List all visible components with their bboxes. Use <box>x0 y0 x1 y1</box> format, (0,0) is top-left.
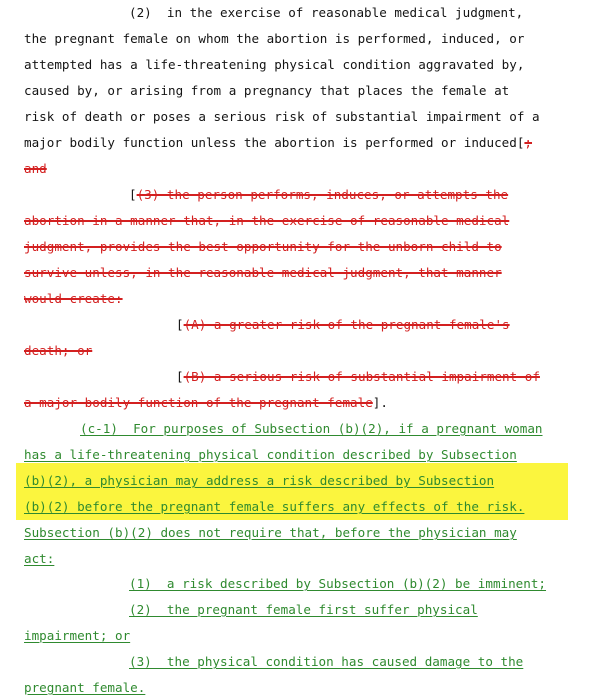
text-line <box>24 343 92 359</box>
inserted-text: (3) the physical condition has caused damage to the <box>129 654 524 669</box>
text-line <box>24 551 54 567</box>
text-run: ]. <box>372 395 388 410</box>
text-line <box>129 187 508 203</box>
text-run: caused by, or arising from a pregnancy that places the female at <box>24 83 510 98</box>
text-line <box>129 602 478 618</box>
inserted-text: (1) a risk described by Subsection (b)(2) be imminent; <box>129 576 547 591</box>
text-run: attempted has a life-threatening physical condition aggravated by, <box>24 57 525 72</box>
text-line <box>24 525 517 541</box>
text-line <box>80 421 543 437</box>
inserted-text: has a life-threatening physical condition described by Subsection <box>24 447 517 462</box>
text-line <box>176 369 540 385</box>
text-run: risk of death or poses a serious risk of substantial impairment of a <box>24 109 540 124</box>
deleted-text: and <box>24 161 47 176</box>
inserted-text: (b)(2), a physician may address a risk described by Subsection <box>24 473 495 488</box>
deleted-text: judgment, provides the best opportunity for the unborn child to <box>24 239 502 254</box>
text-line <box>24 291 123 307</box>
text-line <box>24 161 47 177</box>
text-line <box>24 680 145 696</box>
text-line <box>24 83 509 99</box>
text-line <box>129 654 523 670</box>
text-line <box>24 57 524 73</box>
text-line <box>24 239 502 255</box>
text-run: the pregnant female on whom the abortion is performed, induced, or <box>24 31 525 46</box>
text-line <box>24 395 388 411</box>
text-run: major bodily function unless the abortion is performed or induced[ <box>24 135 525 150</box>
text-line <box>24 31 524 47</box>
text-run: [ <box>176 369 184 384</box>
text-run: (2) in the exercise of reasonable medical judgment, <box>129 5 524 20</box>
text-line <box>129 576 546 592</box>
text-line <box>24 135 532 151</box>
inserted-text: (b)(2) before the pregnant female suffers any effects of the risk. <box>24 499 525 514</box>
inserted-text: (2) the pregnant female first suffer physical <box>129 602 478 617</box>
inserted-text: Subsection (b)(2) does not require that, before the physician may <box>24 525 517 540</box>
deleted-text: survive unless, in the reasonable medical judgment, that manner <box>24 265 502 280</box>
deleted-text: would create: <box>24 291 123 306</box>
text-line <box>129 5 523 21</box>
deleted-text: (B) a serious risk of substantial impairment of <box>183 369 540 384</box>
deleted-text: ; <box>524 135 533 150</box>
text-line <box>24 213 509 229</box>
text-line <box>24 473 494 489</box>
text-line <box>24 499 524 515</box>
text-run: [ <box>129 187 137 202</box>
text-run: [ <box>176 317 184 332</box>
inserted-text: (c-1) For purposes of Subsection (b)(2), if a pregnant woman <box>80 421 543 436</box>
deleted-text: death; or <box>24 343 93 358</box>
inserted-text: act: <box>24 551 55 566</box>
inserted-text: pregnant female. <box>24 680 146 695</box>
text-line <box>24 109 540 125</box>
text-line <box>24 265 502 281</box>
deleted-text: a major bodily function of the pregnant female <box>24 395 373 410</box>
deleted-text: (A) a greater risk of the pregnant female's <box>183 317 510 332</box>
deleted-text: (3) the person performs, induces, or attempts the <box>136 187 509 202</box>
deleted-text: abortion in a manner that, in the exercise of reasonable medical <box>24 213 510 228</box>
text-line <box>24 447 517 463</box>
text-line <box>176 317 510 333</box>
inserted-text: impairment; or <box>24 628 131 643</box>
text-line <box>24 628 130 644</box>
